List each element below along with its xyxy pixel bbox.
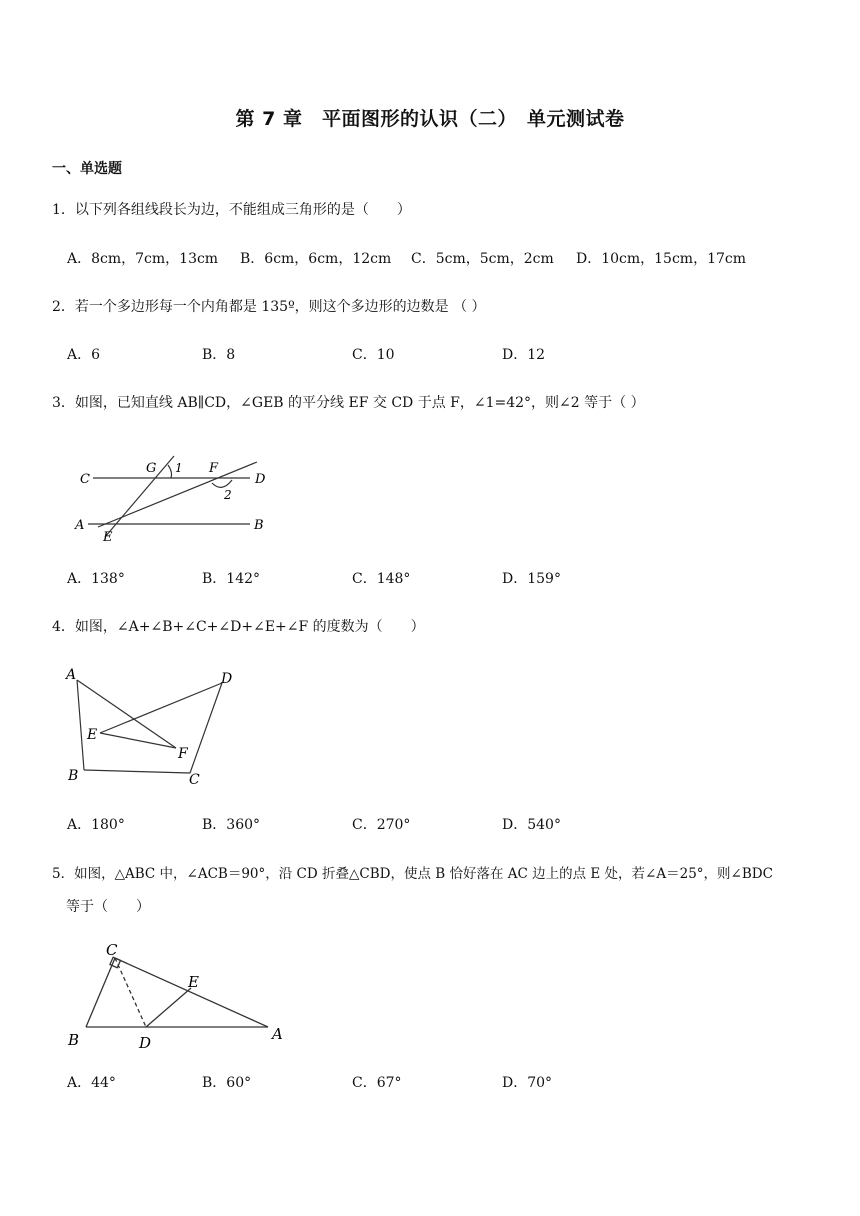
question-2-option-c: C．10 bbox=[352, 347, 395, 363]
q4-label-e: E bbox=[87, 727, 98, 743]
q4-label-c: C bbox=[189, 772, 200, 788]
q3-label-e: E bbox=[103, 530, 113, 545]
question-5-option-c: C．67° bbox=[352, 1075, 402, 1091]
q3-label-b: B bbox=[254, 518, 264, 533]
question-3-option-a: A．138° bbox=[67, 571, 125, 587]
question-5-option-d: D．70° bbox=[502, 1075, 553, 1091]
q5-label-d: D bbox=[139, 1034, 152, 1052]
q4-label-f: F bbox=[178, 746, 188, 762]
question-5-stem-line2: 等于（ ） bbox=[66, 899, 150, 915]
question-1-option-b: B．6cm，6cm，12cm bbox=[240, 251, 392, 267]
q3-label-1: 1 bbox=[175, 461, 183, 475]
question-1-option-d: D．10cm，15cm，17cm bbox=[576, 251, 747, 267]
section-heading: 一、单选题 bbox=[52, 161, 122, 177]
question-2-option-a: A．6 bbox=[67, 347, 101, 363]
q5-label-e: E bbox=[188, 973, 199, 991]
question-3-option-d: D．159° bbox=[502, 571, 561, 587]
question-5-figure bbox=[86, 957, 268, 1027]
question-4-option-c: C．270° bbox=[352, 817, 411, 833]
question-5-option-b: B．60° bbox=[202, 1075, 252, 1091]
q3-label-d: D bbox=[255, 472, 266, 487]
q4-label-b: B bbox=[68, 768, 79, 784]
q3-label-f: F bbox=[209, 461, 219, 476]
q5-label-c: C bbox=[106, 941, 118, 959]
question-4-option-b: B．360° bbox=[202, 817, 261, 833]
q4-label-d: D bbox=[221, 671, 233, 687]
q3-label-c: C bbox=[80, 472, 90, 487]
question-4-figure bbox=[77, 680, 222, 773]
question-1-option-a: A．8cm，7cm，13cm bbox=[67, 251, 219, 267]
question-2-option-d: D．12 bbox=[502, 347, 546, 363]
question-5-stem-line1: 5．如图，△ABC 中，∠ACB＝90°，沿 CD 折叠△CBD，使点 B 恰好落在 AC 边上的点 E 处，若∠A＝25°，则∠BDC bbox=[52, 866, 773, 882]
question-1-option-c: C．5cm，5cm，2cm bbox=[411, 251, 554, 267]
q3-label-a: A bbox=[75, 518, 85, 533]
question-3-stem: 3．如图，已知直线 AB∥CD，∠GEB 的平分线 EF 交 CD 于点 F，∠1=42°，则∠2 等于（ ） bbox=[52, 395, 645, 411]
page-title: 第 7 章 平面图形的认识（二） 单元测试卷 bbox=[235, 108, 625, 130]
question-4-option-d: D．540° bbox=[502, 817, 561, 833]
q5-label-a: A bbox=[272, 1025, 283, 1043]
question-4-stem: 4．如图，∠A+∠B+∠C+∠D+∠E+∠F 的度数为（ ） bbox=[52, 619, 425, 635]
question-1-stem: 1．以下列各组线段长为边，不能组成三角形的是（ ） bbox=[52, 202, 411, 218]
question-2-stem: 2．若一个多边形每一个内角都是 135º，则这个多边形的边数是 （ ） bbox=[52, 299, 486, 315]
q3-label-2: 2 bbox=[224, 488, 232, 502]
q5-label-b: B bbox=[68, 1031, 80, 1049]
question-3-option-c: C．148° bbox=[352, 571, 411, 587]
question-4-option-a: A．180° bbox=[67, 817, 125, 833]
question-3-option-b: B．142° bbox=[202, 571, 261, 587]
question-5-option-a: A．44° bbox=[67, 1075, 116, 1091]
question-2-option-b: B．8 bbox=[202, 347, 236, 363]
q4-label-a: A bbox=[66, 667, 77, 683]
q3-label-g: G bbox=[146, 461, 157, 476]
